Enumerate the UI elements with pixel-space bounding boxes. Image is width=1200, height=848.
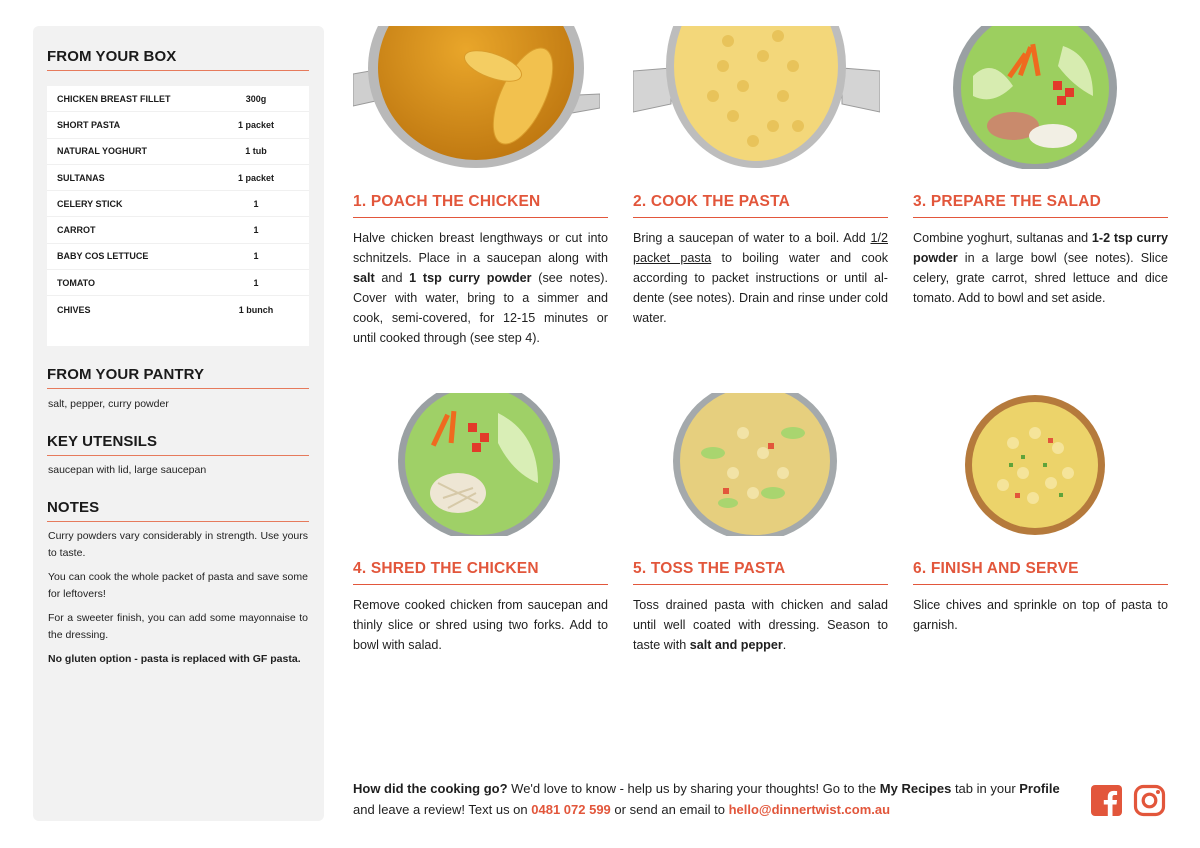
step-4 [353, 393, 608, 673]
step-1-text [353, 228, 608, 348]
instagram-icon[interactable] [1133, 784, 1166, 817]
text-segment: (see notes). Cover with water, bring to a simmer and cook, semi-covered, for 12-15 minutes or until cooked through (see step 4). [353, 271, 608, 345]
ingredient-name: BABY COS LETTUCE [57, 251, 149, 262]
text-segment: salt [353, 271, 375, 285]
text-segment: How did the cooking go? [353, 781, 508, 796]
ingredients-sidebar [33, 26, 324, 821]
step-2-image [633, 26, 880, 169]
utensils-text: saucepan with lid, large saucepan [48, 464, 207, 476]
table-row [47, 270, 309, 296]
note-item: You can cook the whole packet of pasta and save some for leftovers! [48, 571, 308, 600]
step-2 [633, 26, 888, 356]
pantry-title: FROM YOUR PANTRY [47, 366, 309, 389]
step-1-title: 1. POACH THE CHICKEN [353, 193, 608, 218]
step-6 [913, 393, 1168, 673]
phone-number[interactable]: 0481 072 599 [531, 802, 611, 817]
table-row [47, 296, 309, 322]
facebook-icon[interactable] [1090, 784, 1123, 817]
step-1-image [353, 26, 600, 169]
ingredient-name: CELERY STICK [57, 198, 123, 209]
pantry-text: salt, pepper, curry powder [48, 398, 169, 410]
step-6-image [963, 393, 1108, 536]
note-item: For a sweeter finish, you can add some mayonnaise to the dressing. [48, 612, 308, 641]
note-item: Curry powders vary considerably in strength. Use yours to taste. [48, 530, 308, 559]
text-segment: in a large bowl (see notes). Slice celery, grate carrot, shred lettuce and dice tomato. Add to bowl and set aside. [913, 251, 1168, 305]
text-segment: and leave a review! Text us on [353, 802, 532, 817]
ingredient-qty: 1 bunch [238, 304, 274, 315]
step-3-title: 3. PREPARE THE SALAD [913, 193, 1168, 218]
table-row [47, 244, 309, 270]
table-row [47, 191, 309, 217]
text-segment: 1/2 packet pasta [633, 231, 888, 265]
text-segment: and [374, 271, 410, 285]
text-segment: Combine yoghurt, sultanas and [913, 231, 1092, 245]
from-box-title: FROM YOUR BOX [47, 48, 309, 71]
text-segment: salt and pepper [689, 638, 783, 652]
text-segment: 1-2 tsp curry powder [913, 231, 1168, 265]
ingredient-qty: 300g [245, 93, 267, 104]
step-5-title: 5. TOSS THE PASTA [633, 560, 888, 585]
utensils-title: KEY UTENSILS [47, 433, 309, 456]
ingredient-qty: 1 packet [237, 172, 275, 183]
table-row [47, 217, 309, 243]
notes-title: NOTES [47, 499, 309, 522]
text-segment: . [782, 638, 787, 652]
ingredient-name: NATURAL YOGHURT [57, 146, 147, 157]
text-segment: We'd love to know - help us by sharing your thoughts! Go to the [507, 781, 880, 796]
step-4-title: 4. SHRED THE CHICKEN [353, 560, 608, 585]
step-2-text [633, 228, 888, 328]
ingredient-qty: 1 [253, 251, 259, 262]
text-segment: Toss drained pasta with chicken and salad until well coated with dressing. Season to taste with [633, 598, 888, 652]
ingredient-name: SHORT PASTA [57, 119, 121, 130]
from-box-table [47, 86, 309, 346]
text-segment: 1 tsp curry powder [409, 271, 532, 285]
ingredient-name: CHIVES [57, 304, 91, 315]
step-1 [353, 26, 608, 356]
step-4-text: Remove cooked chicken from saucepan and thinly slice or shred using two forks. Add to bowl with salad. [353, 598, 608, 652]
table-row [47, 139, 309, 165]
ingredient-name: CARROT [57, 225, 96, 236]
step-2-title: 2. COOK THE PASTA [633, 193, 888, 218]
ingredient-qty: 1 [253, 198, 259, 209]
profile-text: Profile [1019, 781, 1060, 796]
step-3 [913, 26, 1168, 356]
ingredient-name: SULTANAS [57, 172, 105, 183]
ingredient-name: TOMATO [57, 277, 95, 288]
ingredient-qty: 1 [253, 277, 259, 288]
text-segment: tab in your [951, 781, 1020, 796]
step-6-text: Slice chives and sprinkle on top of pasta to garnish. [913, 598, 1168, 632]
ingredient-qty: 1 [253, 225, 259, 236]
text-segment: or send an email to [610, 802, 729, 817]
step-5-image [673, 393, 838, 536]
text-segment: Halve chicken breast lengthways or cut into schnitzels. Place in a saucepan along with [353, 231, 608, 265]
email-link[interactable]: hello@dinnertwist.com.au [728, 802, 891, 817]
step-6-title: 6. FINISH AND SERVE [913, 560, 1168, 585]
table-row [47, 86, 309, 112]
step-3-text [913, 228, 1168, 308]
step-5 [633, 393, 888, 673]
step-5-text [633, 595, 888, 655]
feedback-footer [353, 778, 1078, 820]
step-3-image [953, 26, 1118, 169]
text-segment: Bring a saucepan of water to a boil. Add [633, 231, 871, 245]
table-row [47, 112, 309, 138]
text-segment: to boiling water and cook according to packet instructions or until al-dente (see notes). Drain and rinse under cold water. [633, 251, 888, 325]
notes-list [48, 528, 308, 676]
ingredient-name: CHICKEN BREAST FILLET [57, 93, 171, 104]
table-row [47, 165, 309, 191]
ingredient-qty: 1 packet [237, 119, 275, 130]
step-4-image [398, 393, 560, 536]
my-recipes-text: My Recipes [879, 781, 952, 796]
note-item: No gluten option - pasta is replaced with GF pasta. [48, 653, 301, 665]
ingredient-qty: 1 tub [245, 146, 267, 157]
